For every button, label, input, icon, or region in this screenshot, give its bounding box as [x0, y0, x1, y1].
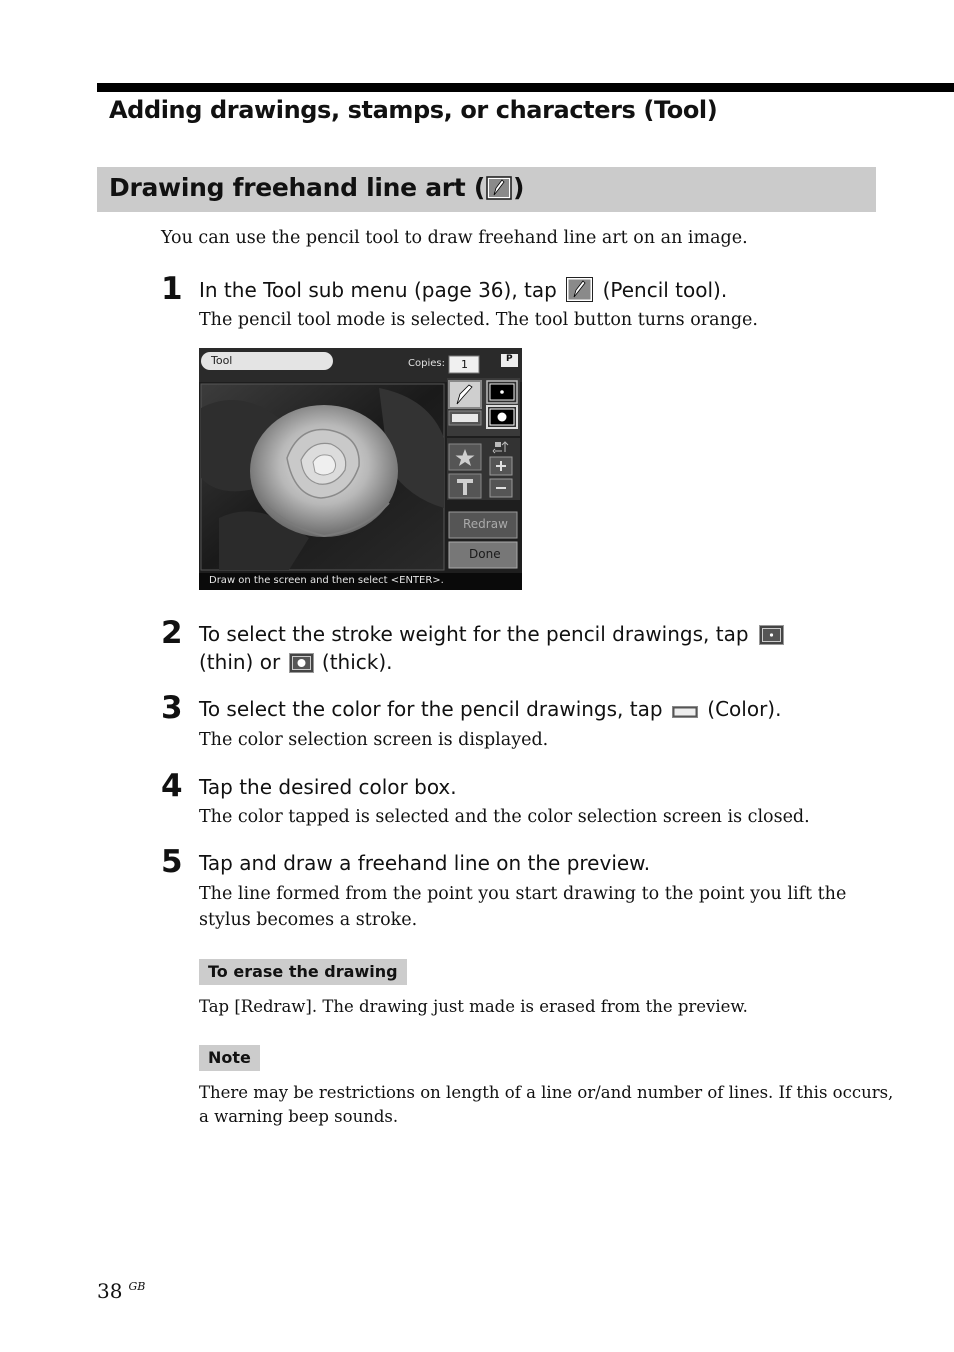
erase-text: Tap [Redraw]. The drawing just made is erased from the preview. [199, 997, 748, 1016]
step-5-body-line1: The line formed from the point you start drawing to the point you lift the [199, 884, 847, 904]
tool-screen-screenshot [199, 348, 522, 590]
step-3-heading-text: To select the color for the pencil drawings, tap [199, 697, 663, 721]
chapter-title: Adding drawings, stamps, or characters (Tool) [109, 96, 718, 124]
step-number-3: 3 [161, 690, 183, 726]
step-1-body: The pencil tool mode is selected. The tool button turns orange. [199, 310, 758, 330]
pencil-tool-icon [566, 277, 593, 302]
note-label: Note [199, 1045, 260, 1071]
thin-stroke-icon [759, 625, 784, 645]
step-5-body-line2: stylus becomes a stroke. [199, 910, 418, 930]
step-3-body: The color selection screen is displayed. [199, 730, 549, 750]
note-text-line1: There may be restrictions on length of a line or/and number of lines. If this occurs, [199, 1083, 894, 1102]
step-2-thick-text: (thick). [321, 650, 393, 674]
step-number-4: 4 [161, 768, 183, 804]
screen-copies-value: 1 [461, 358, 468, 371]
step-3-heading-tail: (Color). [707, 697, 782, 721]
section-title-text: Drawing freehand line art ( [109, 173, 485, 202]
step-4-heading: Tap the desired color box. [199, 775, 457, 799]
step-4-body: The color tapped is selected and the color selection screen is closed. [199, 807, 810, 827]
page-region-suffix: GB [128, 1280, 146, 1294]
step-2-heading-line2 [199, 648, 393, 676]
step-2-heading [199, 620, 784, 648]
step-5-heading: Tap and draw a freehand line on the preview. [199, 851, 651, 875]
step-number-1: 1 [161, 271, 183, 307]
color-button-icon [672, 706, 698, 718]
intro-text: You can use the pencil tool to draw freehand line art on an image. [161, 228, 748, 248]
section-title-close: ) [512, 173, 525, 202]
step-number-5: 5 [161, 844, 183, 880]
step-number-2: 2 [161, 615, 183, 651]
note-text-line2: a warning beep sounds. [199, 1107, 399, 1126]
screen-done-button: Done [469, 547, 501, 561]
section-title [109, 173, 524, 202]
step-1-heading [199, 276, 727, 304]
screen-copies-label: Copies: [408, 358, 445, 369]
step-3-heading [199, 695, 781, 723]
chapter-rule [97, 83, 954, 92]
page-number [97, 1279, 145, 1303]
step-1-heading-text: In the Tool sub menu (page 36), tap [199, 278, 557, 302]
screen-status-text: Draw on the screen and then select <ENTER>. [209, 575, 444, 586]
screen-p-badge: P [506, 354, 513, 364]
step-2-heading-text: To select the stroke weight for the pencil drawings, tap [199, 622, 749, 646]
step-2-thin-text: (thin) or [199, 650, 281, 674]
screen-mode-label: Tool [211, 354, 233, 367]
thick-stroke-icon [289, 653, 314, 673]
step-1-heading-tail: (Pencil tool). [602, 278, 728, 302]
screen-redraw-button: Redraw [463, 517, 508, 531]
page-number-value: 38 [97, 1279, 123, 1303]
pencil-icon [486, 176, 512, 200]
erase-label: To erase the drawing [199, 959, 407, 985]
